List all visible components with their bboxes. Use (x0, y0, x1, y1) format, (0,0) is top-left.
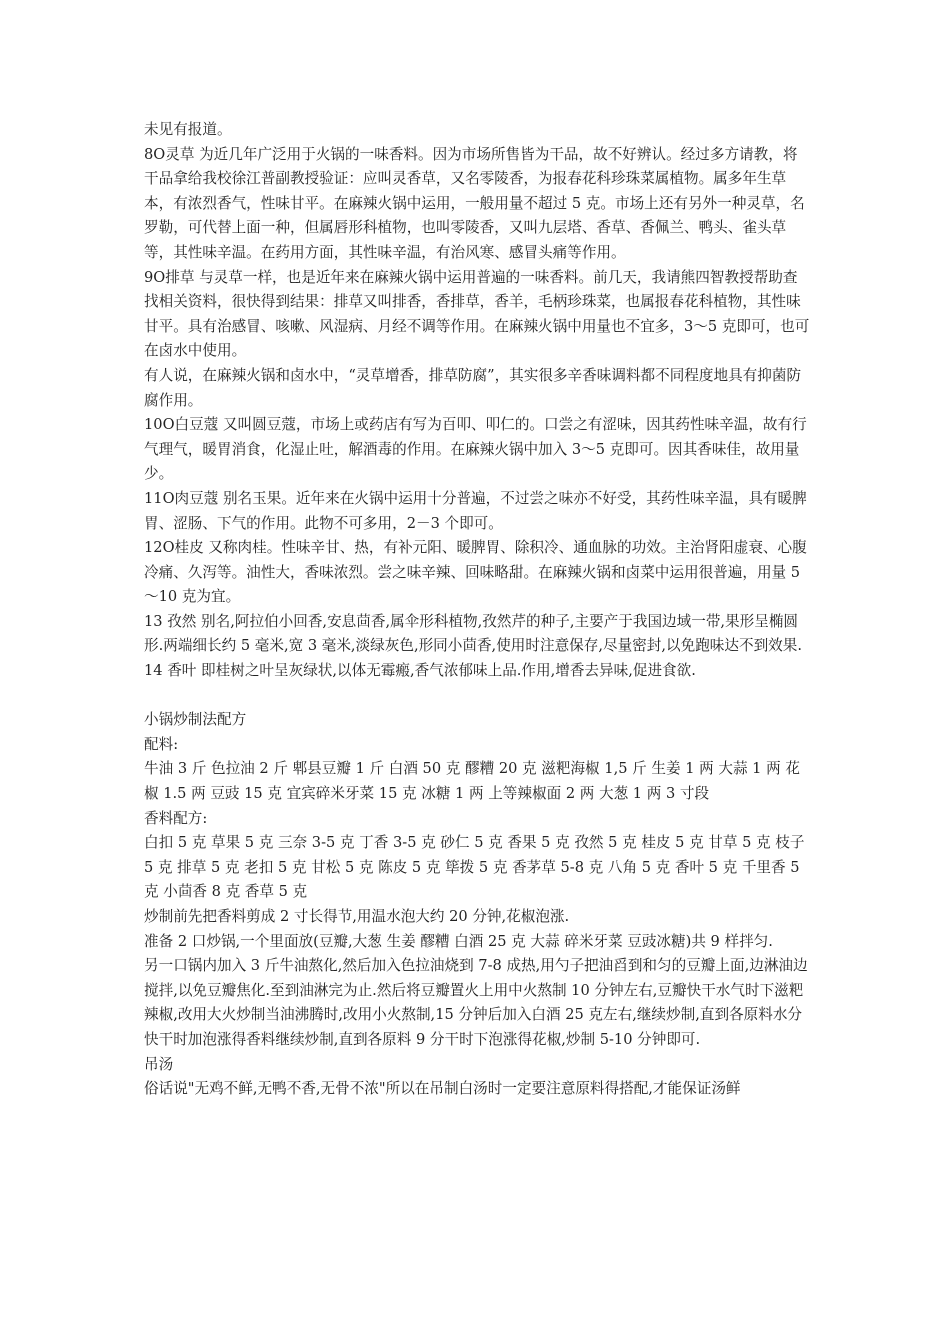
ingredients-label: 配料: (144, 735, 179, 753)
step-fry: 另一口锅内加入 3 斤牛油熬化,然后加入色拉油烧到 7-8 成热,用勺子把油舀到和匀的豆瓣上面,边淋油边搅拌,以免豆瓣焦化.至到油淋完为止.然后将豆瓣置火上用中火熬制 10 分钟左右,豆瓣快干水气时下滋粑辣椒,改用大火炒制当油沸腾时,改用小火熬制,15 分钟后加入白酒 25 克左右,继续炒制,直到各原料水分快干时加泡涨得香料继续炒制,直到各原料 9 分干时下泡涨得花椒,炒制 5-10 分钟即可. (144, 957, 808, 1048)
ingredients-list: 牛油 3 斤 色拉油 2 斤 郫县豆瓣 1 斤 白酒 50 克 醪糟 20 克 滋粑海椒 1,5 斤 生姜 1 两 大蒜 1 两 花椒 1.5 两 豆豉 15 克 宜宾碎米牙菜 15 克 冰糖 1 两 上等辣椒面 2 两 大葱 1 两 3 寸段 (144, 760, 800, 803)
paragraph-guipi: 12O桂皮 又称肉桂。性味辛甘、热，有补元阳、暖脾胃、除积冷、通血脉的功效。主治肾阳虚衰、心腹冷痛、久泻等。油性大，香味浓烈。尝之味辛辣、回味略甜。在麻辣火锅和卤菜中运用很普遍，用量 5～10 克为宜。 (144, 539, 807, 606)
paragraph-note: 有人说，在麻辣火锅和卤水中，“灵草增香，排草防腐”，其实很多辛香味调料都不同程度地具有抑菌防腐作用。 (144, 366, 802, 409)
paragraph-baidoukou: 10O白豆蔻 又叫圆豆蔻，市场上或药店有写为百叩、叩仁的。口尝之有涩味，因其药性味辛温，故有行气理气，暖胃消食，化湿止吐，解酒毒的作用。在麻辣火锅中加入 3～5 克即可。因其香味佳，故用量少。 (144, 416, 807, 483)
spices-label: 香料配方: (144, 809, 208, 827)
step-soak: 炒制前先把香料剪成 2 寸长得节,用温水泡大约 20 分钟,花椒泡涨. (144, 908, 570, 925)
paragraph-xiangye: 14 香叶 即桂树之叶呈灰绿状,以体无霉瘢,香气浓郁味上品.作用,增香去异味,促进食欲. (144, 662, 696, 680)
paragraph-paicao: 9O排草 与灵草一样，也是近年来在麻辣火锅中运用普遍的一味香料。前几天，我请熊四智教授帮助查找相关资料，很快得到结果：排草又叫排香，香排草，香羊，毛柄珍珠菜，也属报春花科植物，其性味甘平。具有治感冒、咳嗽、风湿病、月经不调等作用。在麻辣火锅中用量也不宜多，3～5 克即可，也可在卤水中使用。 (144, 268, 810, 360)
section-heading-soup: 吊汤 (144, 1055, 174, 1073)
blank-line (144, 684, 812, 709)
paragraph-ziran: 13 孜然 别名,阿拉伯小回香,安息茴香,属伞形科植物,孜然芹的种子,主要产于我国边域一带,果形呈椭圆形.两端细长约 5 毫米,宽 3 毫米,淡绿灰色,形同小茴香,使用时注意保存,尽量密封,以免跑味达不到效果. (144, 612, 802, 655)
paragraph-lingcao: 8O灵草 为近几年广泛用于火锅的一味香料。因为市场所售皆为干品，故不好辨认。经过多方请教，将干品拿给我校徐江普副教授验证：应叫灵香草，又名零陵香，为报春花科珍珠菜属植物。属多年生草本，有浓烈香气，性味甘平。在麻辣火锅中运用，一般用量不超过 5 克。市场上还有另外一种灵草，名罗勒，可代替上面一种，但属唇形科植物，也叫零陵香，又叫九层塔、香草、香佩兰、鸭头、雀头草等，其性味辛温。在药用方面，其性味辛温，有治风寒、感冒头痛等作用。 (144, 145, 805, 261)
paragraph-soup: 俗话说"无鸡不鲜,无鸭不香,无骨不浓"所以在吊制白汤时一定要注意原料得搭配,才能保证汤鲜 (144, 1080, 741, 1098)
step-prepare: 准备 2 口炒锅,一个里面放(豆瓣,大葱 生姜 醪糟 白酒 25 克 大蒜 碎米牙菜 豆豉冰糖)共 9 样拌匀. (144, 932, 773, 950)
paragraph-intro: 未见有报道。 (144, 121, 232, 138)
section-heading: 小锅炒制法配方 (144, 711, 247, 729)
spices-list: 白扣 5 克 草果 5 克 三奈 3-5 克 丁香 3-5 克 砂仁 5 克 香果 5 克 孜然 5 克 桂皮 5 克 甘草 5 克 枝子 5 克 排草 5 克 老扣 5 克 甘松 5 克 陈皮 5 克 筚拨 5 克 香茅草 5-8 克 八角 5 克 香叶 5 克 千里香 5 克 小茴香 8 克 香草 5 克 (144, 834, 805, 901)
document-body (144, 118, 812, 1102)
paragraph-roudoukou: 11O肉豆蔻 别名玉果。近年来在火锅中运用十分普遍，不过尝之味亦不好受，其药性味辛温，具有暖脾胃、涩肠、下气的作用。此物不可多用，2－3 个即可。 (144, 489, 807, 532)
